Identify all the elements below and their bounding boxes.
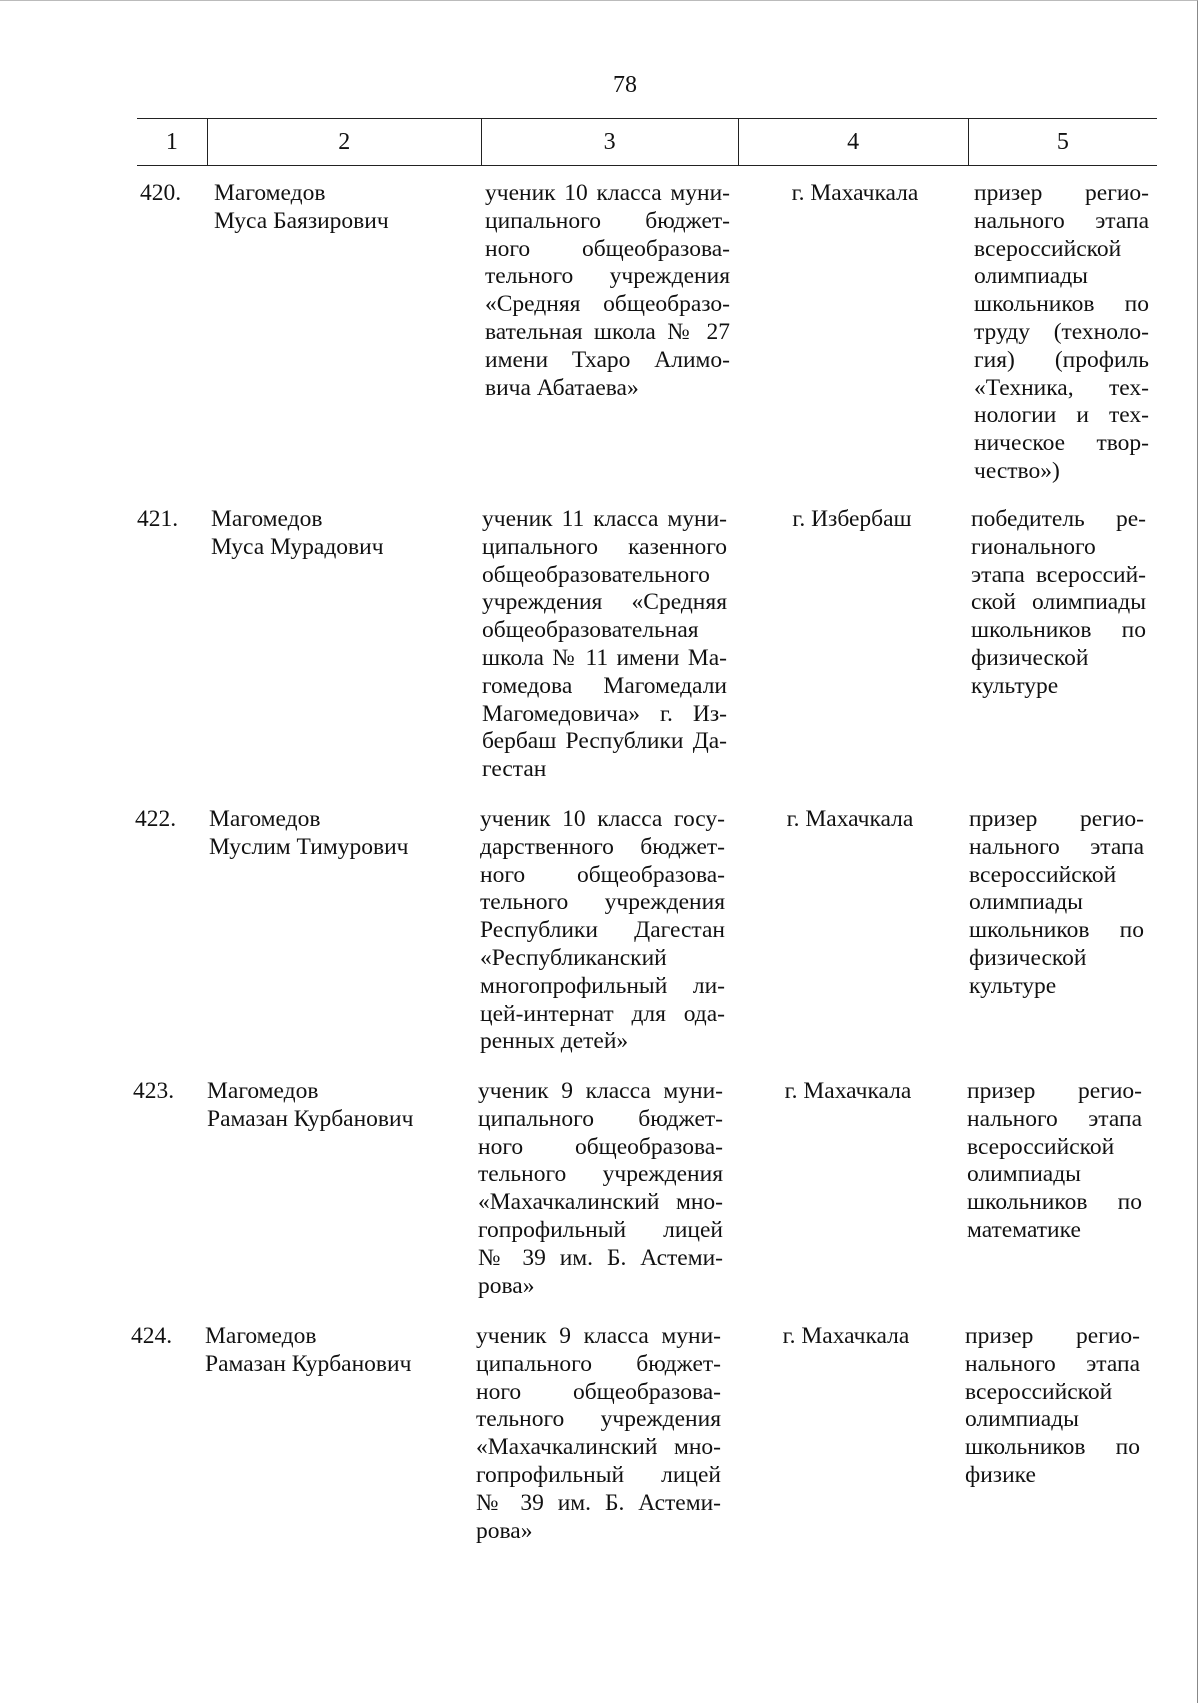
school-description-line: тельного учреждения bbox=[480, 889, 725, 916]
school-description-line: многопрофильный ли- bbox=[480, 972, 725, 999]
student-name-line: Магомедов bbox=[205, 1323, 317, 1349]
award-status-line: математике bbox=[967, 1216, 1081, 1243]
student-name-line: Рамазан Курбанович bbox=[207, 1105, 414, 1132]
award-status-line: чество») bbox=[974, 457, 1060, 484]
city: г. Махачкала bbox=[786, 806, 914, 832]
row-number: 421. bbox=[137, 506, 179, 532]
column-header-table bbox=[137, 118, 1157, 166]
school-description-line: «Республиканский bbox=[480, 944, 667, 971]
column-header-row bbox=[137, 119, 1157, 166]
student-name-line: Рамазан Курбанович bbox=[205, 1350, 412, 1377]
table-row bbox=[0, 806, 1200, 1078]
school-description-line: общеобразовательного bbox=[482, 561, 710, 588]
award-status-line: всероссийской bbox=[969, 861, 1117, 888]
award-status-line: труду (техноло- bbox=[974, 318, 1149, 345]
school-description-line: Республики Дагестан bbox=[480, 917, 725, 944]
row-number: 423. bbox=[133, 1078, 175, 1104]
city: г. Махачкала bbox=[782, 1323, 910, 1349]
award-status-line: ническое твор- bbox=[974, 430, 1149, 457]
row-number: 422. bbox=[135, 806, 177, 832]
school-description-line: ного общеобразова- bbox=[476, 1378, 721, 1405]
award-status-line: «Техника, тех- bbox=[974, 374, 1149, 401]
student-name-line: Магомедов bbox=[214, 180, 326, 206]
school-description bbox=[480, 806, 725, 1056]
school-description-line: «Махачкалинский мно- bbox=[478, 1189, 723, 1216]
student-name bbox=[214, 180, 464, 236]
student-name bbox=[209, 806, 459, 862]
student-name-line: Муслим Тимурович bbox=[209, 833, 409, 860]
school-description-line: ного общеобразова- bbox=[485, 235, 730, 262]
student-name-line: Магомедов bbox=[209, 806, 321, 832]
award-status-line: победитель ре- bbox=[971, 506, 1146, 532]
row-number: 424. bbox=[131, 1323, 173, 1349]
school-description-line: № 39 им. Б. Астеми- bbox=[476, 1489, 721, 1516]
column-header-4: 4 bbox=[738, 119, 968, 166]
school-description-line: Магомедовича» г. Из- bbox=[482, 700, 727, 727]
award-status bbox=[969, 806, 1144, 1001]
school-description-line: ученик 10 класса госу- bbox=[480, 806, 725, 832]
school-description bbox=[485, 180, 730, 402]
school-description-line: тельного учреждения bbox=[476, 1406, 721, 1433]
student-name bbox=[211, 506, 461, 562]
student-name-line: Муса Мурадович bbox=[211, 533, 384, 560]
school-description-line: учреждения «Средняя bbox=[482, 589, 727, 616]
award-status-line: культуре bbox=[971, 672, 1059, 699]
school-description-line: вича Абатаева» bbox=[485, 374, 639, 401]
award-status-line: культуре bbox=[969, 972, 1057, 999]
award-status-line: всероссийской bbox=[965, 1378, 1113, 1405]
award-status-line: нального этапа bbox=[969, 833, 1144, 860]
school-description-line: ученик 10 класса муни- bbox=[485, 180, 730, 206]
award-status-line: школьников по bbox=[969, 917, 1144, 944]
award-status-line: нального этапа bbox=[967, 1105, 1142, 1132]
school-description-line: ного общеобразова- bbox=[480, 861, 725, 888]
award-status bbox=[974, 180, 1149, 486]
award-status-line: олимпиады bbox=[967, 1161, 1081, 1188]
school-description-line: рова» bbox=[478, 1272, 535, 1299]
school-description-line: № 39 им. Б. Астеми- bbox=[478, 1244, 723, 1271]
school-description-line: дарственного бюджет- bbox=[480, 833, 725, 860]
award-status-line: олимпиады bbox=[965, 1406, 1079, 1433]
page-number: 78 bbox=[613, 72, 637, 98]
school-description bbox=[476, 1323, 721, 1545]
school-description-line: общеобразовательная bbox=[482, 617, 699, 644]
school-description-line: имени Тхаро Алимо- bbox=[485, 346, 730, 373]
city: г. Махачкала bbox=[791, 180, 919, 206]
award-status-line: всероссийской bbox=[974, 235, 1122, 262]
award-status-line: ской олимпиады bbox=[971, 589, 1146, 616]
city: г. Избербаш bbox=[792, 506, 912, 532]
table-row bbox=[0, 1323, 1200, 1573]
city: г. Махачкала bbox=[784, 1078, 912, 1104]
school-description-line: ципального бюджет- bbox=[478, 1105, 723, 1132]
school-description-line: ципального казенного bbox=[482, 533, 727, 560]
school-description bbox=[482, 506, 727, 784]
award-status-line: нологии и тех- bbox=[974, 402, 1149, 429]
row-number: 420. bbox=[140, 180, 182, 206]
school-description-line: цей-интернат для ода- bbox=[480, 1000, 725, 1027]
award-status-line: нального этапа bbox=[965, 1350, 1140, 1377]
award-status-line: призер регио- bbox=[969, 806, 1144, 832]
column-header-3: 3 bbox=[481, 119, 738, 166]
award-status-line: олимпиады bbox=[974, 263, 1088, 290]
school-description-line: ученик 9 класса муни- bbox=[476, 1323, 721, 1349]
school-description-line: вательная школа № 27 bbox=[485, 318, 730, 345]
award-status-line: всероссийской bbox=[967, 1133, 1115, 1160]
table-row bbox=[0, 506, 1200, 806]
award-status-line: призер регио- bbox=[965, 1323, 1140, 1349]
school-description-line: рова» bbox=[476, 1517, 533, 1544]
student-name bbox=[205, 1323, 455, 1379]
school-description-line: ципального бюджет- bbox=[485, 207, 730, 234]
school-description-line: «Махачкалинский мно- bbox=[476, 1434, 721, 1461]
award-status-line: школьников по bbox=[971, 617, 1146, 644]
student-name-line: Муса Баязирович bbox=[214, 207, 389, 234]
school-description-line: тельного учреждения bbox=[485, 263, 730, 290]
column-header-5: 5 bbox=[968, 119, 1157, 166]
student-name-line: Магомедов bbox=[207, 1078, 319, 1104]
school-description-line: ученик 9 класса муни- bbox=[478, 1078, 723, 1104]
table-row bbox=[0, 1078, 1200, 1323]
table-row bbox=[0, 180, 1200, 506]
student-name bbox=[207, 1078, 457, 1134]
school-description-line: ципального бюджет- bbox=[476, 1350, 721, 1377]
school-description-line: бербаш Республики Да- bbox=[482, 728, 727, 755]
award-status-line: физике bbox=[965, 1461, 1036, 1488]
column-header-2: 2 bbox=[207, 119, 481, 166]
award-status-line: этапа всероссий- bbox=[971, 561, 1146, 588]
school-description-line: ного общеобразова- bbox=[478, 1133, 723, 1160]
award-status-line: нального этапа bbox=[974, 207, 1149, 234]
award-status-line: олимпиады bbox=[969, 889, 1083, 916]
award-status-line: гия) (профиль bbox=[974, 346, 1149, 373]
school-description-line: ученик 11 класса муни- bbox=[482, 506, 727, 532]
school-description-line: школа № 11 имени Ма- bbox=[482, 644, 727, 671]
award-status-line: гионального bbox=[971, 533, 1096, 560]
award-status bbox=[971, 506, 1146, 701]
school-description-line: гестан bbox=[482, 756, 547, 783]
award-status-line: школьников по bbox=[974, 291, 1149, 318]
award-status bbox=[965, 1323, 1140, 1490]
award-status-line: школьников по bbox=[965, 1434, 1140, 1461]
award-status-line: физической bbox=[971, 644, 1089, 671]
school-description-line: гопрофильный лицей bbox=[478, 1216, 723, 1243]
school-description-line: «Средняя общеобразо- bbox=[485, 291, 730, 318]
school-description bbox=[478, 1078, 723, 1300]
student-name-line: Магомедов bbox=[211, 506, 323, 532]
award-status-line: школьников по bbox=[967, 1189, 1142, 1216]
award-status-line: физической bbox=[969, 944, 1087, 971]
school-description-line: тельного учреждения bbox=[478, 1161, 723, 1188]
school-description-line: гомедова Магомедали bbox=[482, 672, 727, 699]
award-status bbox=[967, 1078, 1142, 1245]
award-status-line: призер регио- bbox=[974, 180, 1149, 206]
award-status-line: призер регио- bbox=[967, 1078, 1142, 1104]
school-description-line: ренных детей» bbox=[480, 1028, 629, 1055]
column-header-1: 1 bbox=[137, 119, 207, 166]
table-body bbox=[0, 180, 1200, 1573]
school-description-line: гопрофильный лицей bbox=[476, 1461, 721, 1488]
